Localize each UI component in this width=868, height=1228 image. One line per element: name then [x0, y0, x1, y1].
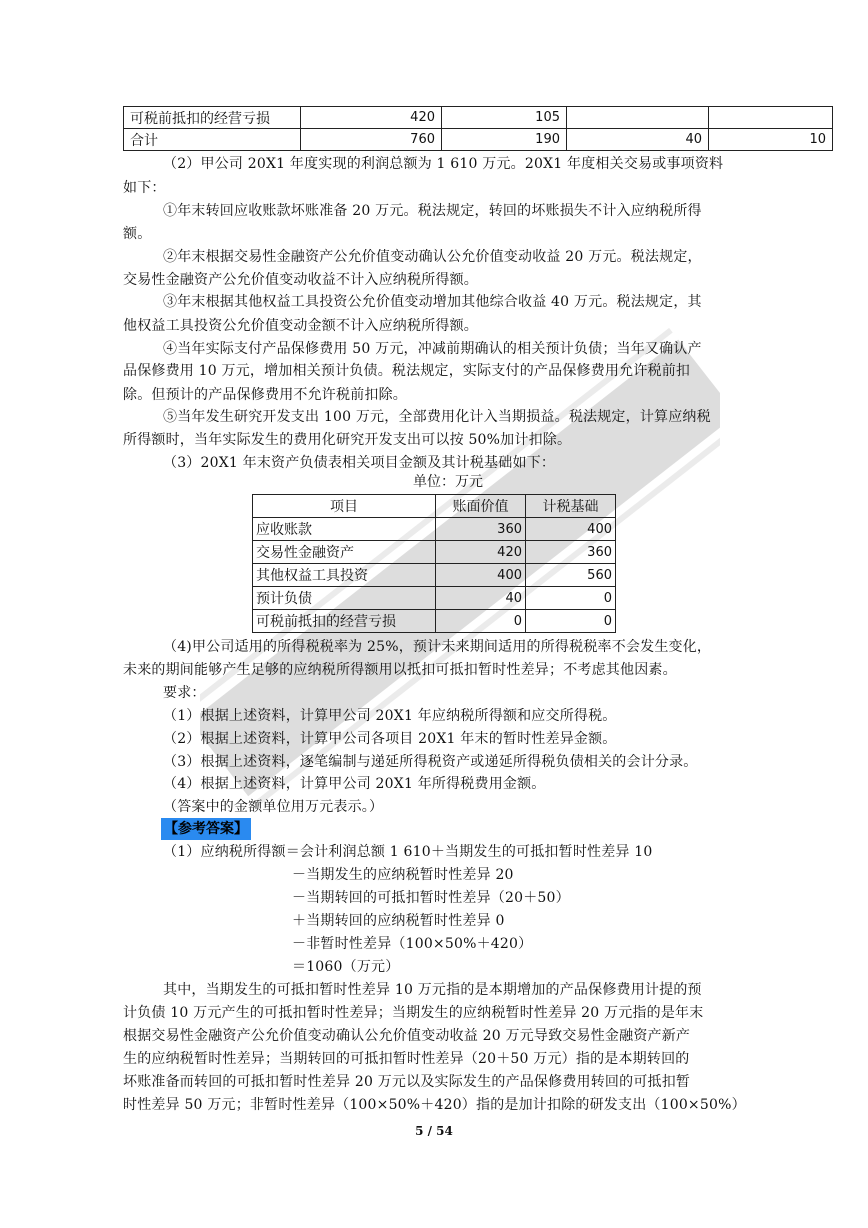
explanation-line: 计负债 10 万元产生的可抵扣暂时性差异；当期发生的应纳税暂时性差异 20 万元指的是年末	[123, 1005, 704, 1021]
table-cell: 合计	[124, 129, 301, 151]
paragraph-line: 如下：	[123, 180, 166, 196]
answer-line: （1）应纳税所得额＝会计利润总额 1 610＋当期发生的可抵扣暂时性差异 10	[163, 844, 653, 860]
answer-line: －非暂时性差异（100×50%＋420）	[292, 936, 533, 952]
table-cell: 190	[442, 129, 567, 151]
table-cell: 0	[436, 610, 526, 633]
paragraph-line: 他权益工具投资公允价值变动金额不计入应纳税所得额。	[123, 318, 478, 334]
paragraph-line: （2）甲公司 20X1 年度实现的利润总额为 1 610 万元。20X1 年度相关交易或事项资料	[163, 156, 724, 172]
column-header: 项目	[253, 495, 436, 518]
paragraph-line: 所得额时，当年实际发生的费用化研究开发支出可以按 50%加计扣除。	[123, 432, 572, 448]
column-header: 计税基础	[526, 495, 616, 518]
answer-line: －当期转回的可抵扣暂时性差异（20＋50）	[292, 890, 570, 906]
table-cell: 交易性金融资产	[253, 541, 436, 564]
paragraph-line: （3）20X1 年末资产负债表相关项目金额及其计税基础如下：	[163, 455, 556, 471]
question-line: （1）根据上述资料，计算甲公司 20X1 年应纳税所得额和应交所得税。	[163, 708, 617, 724]
table-cell: 560	[526, 564, 616, 587]
table-row	[124, 129, 833, 151]
table-cell: 420	[436, 541, 526, 564]
paragraph-line: ①年末转回应收账款坏账准备 20 万元。税法规定，转回的坏账损失不计入应纳税所得	[163, 203, 702, 219]
page-number: 5 / 54	[415, 1124, 453, 1138]
table-cell: 10	[709, 129, 833, 151]
table-header-row	[253, 495, 616, 518]
table-row	[253, 564, 616, 587]
table-cell: 360	[436, 518, 526, 541]
paragraph-line: 未来的期间能够产生足够的应纳税所得额用以抵扣可抵扣暂时性差异；不考虑其他因素。	[123, 662, 677, 678]
table-cell: 400	[436, 564, 526, 587]
table-unit-label: 单位：万元	[413, 474, 483, 490]
table-cell: 105	[442, 107, 567, 129]
explanation-line: 根据交易性金融资产公允价值变动确认公允价值变动收益 20 万元导致交易性金融资产新产	[123, 1028, 691, 1044]
reference-answer-tag: 【参考答案】	[161, 818, 251, 840]
table-cell: 400	[526, 518, 616, 541]
requirements-heading: 要求：	[163, 685, 206, 701]
table-cell: 40	[567, 129, 709, 151]
table-cell: 760	[301, 129, 442, 151]
table-row	[253, 610, 616, 633]
paragraph-line: 品保修费用 10 万元，增加相关预计负债。税法规定，实际支付的产品保修费用允许税前扣	[123, 363, 691, 379]
explanation-line: 坏账准备而转回的可抵扣暂时性差异 20 万元以及实际发生的产品保修费用转回的可抵扣暂	[123, 1074, 691, 1090]
paragraph-line: ④当年实际支付产品保修费用 50 万元，冲减前期确认的相关预计负债；当年又确认产	[163, 341, 702, 357]
table-cell: 可税前抵扣的经营亏损	[124, 107, 301, 129]
paragraph-line: ②年末根据交易性金融资产公允价值变动确认公允价值变动收益 20 万元。税法规定，	[163, 249, 702, 265]
note-line: （答案中的金额单位用万元表示。）	[163, 799, 384, 815]
paragraph-line: 交易性金融资产公允价值变动收益不计入应纳税所得额。	[123, 272, 478, 288]
explanation-line: 其中，当期发生的可抵扣暂时性差异 10 万元指的是本期增加的产品保修费用计提的预	[163, 982, 702, 998]
top-summary-table	[123, 106, 833, 151]
table-cell: 40	[436, 587, 526, 610]
table-row	[253, 518, 616, 541]
table-cell: 360	[526, 541, 616, 564]
answer-line: ＋当期转回的应纳税暂时性差异 0	[292, 913, 505, 929]
table-cell: 应收账款	[253, 518, 436, 541]
balance-sheet-table	[252, 494, 616, 633]
question-line: （4）根据上述资料，计算甲公司 20X1 年所得税费用金额。	[163, 776, 546, 792]
table-cell	[567, 107, 709, 129]
question-line: （3）根据上述资料，逐笔编制与递延所得税资产或递延所得税负债相关的会计分录。	[163, 754, 698, 770]
paragraph-line: ③年末根据其他权益工具投资公允价值变动增加其他综合收益 40 万元。税法规定，其	[163, 294, 702, 310]
question-line: （2）根据上述资料，计算甲公司各项目 20X1 年末的暂时性差异金额。	[163, 731, 617, 747]
column-header: 账面价值	[436, 495, 526, 518]
table-cell: 0	[526, 587, 616, 610]
table-row	[253, 541, 616, 564]
explanation-line: 生的应纳税暂时性差异；当期转回的可抵扣暂时性差异（20＋50 万元）指的是本期转回的	[123, 1051, 690, 1067]
paragraph-line: 额。	[123, 226, 152, 242]
paragraph-line: ⑤当年发生研究开发支出 100 万元，全部费用化计入当期损益。税法规定，计算应纳税	[163, 409, 711, 425]
table-row	[124, 107, 833, 129]
paragraph-line: 除。但预计的产品保修费用不允许税前扣除。	[123, 387, 407, 403]
table-cell: 0	[526, 610, 616, 633]
table-cell: 可税前抵扣的经营亏损	[253, 610, 436, 633]
answer-line: －当期发生的应纳税暂时性差异 20	[292, 867, 514, 883]
table-row	[253, 587, 616, 610]
paragraph-line: （4)甲公司适用的所得税税率为 25%，预计未来期间适用的所得税税率不会发生变化，	[163, 639, 712, 655]
table-cell: 其他权益工具投资	[253, 564, 436, 587]
table-cell	[709, 107, 833, 129]
table-cell: 420	[301, 107, 442, 129]
table-cell: 预计负债	[253, 587, 436, 610]
answer-line: ＝1060（万元）	[292, 959, 400, 975]
explanation-line: 时性差异 50 万元；非暂时性差异（100×50%＋420）指的是加计扣除的研发支出（100×50%）	[123, 1097, 746, 1113]
